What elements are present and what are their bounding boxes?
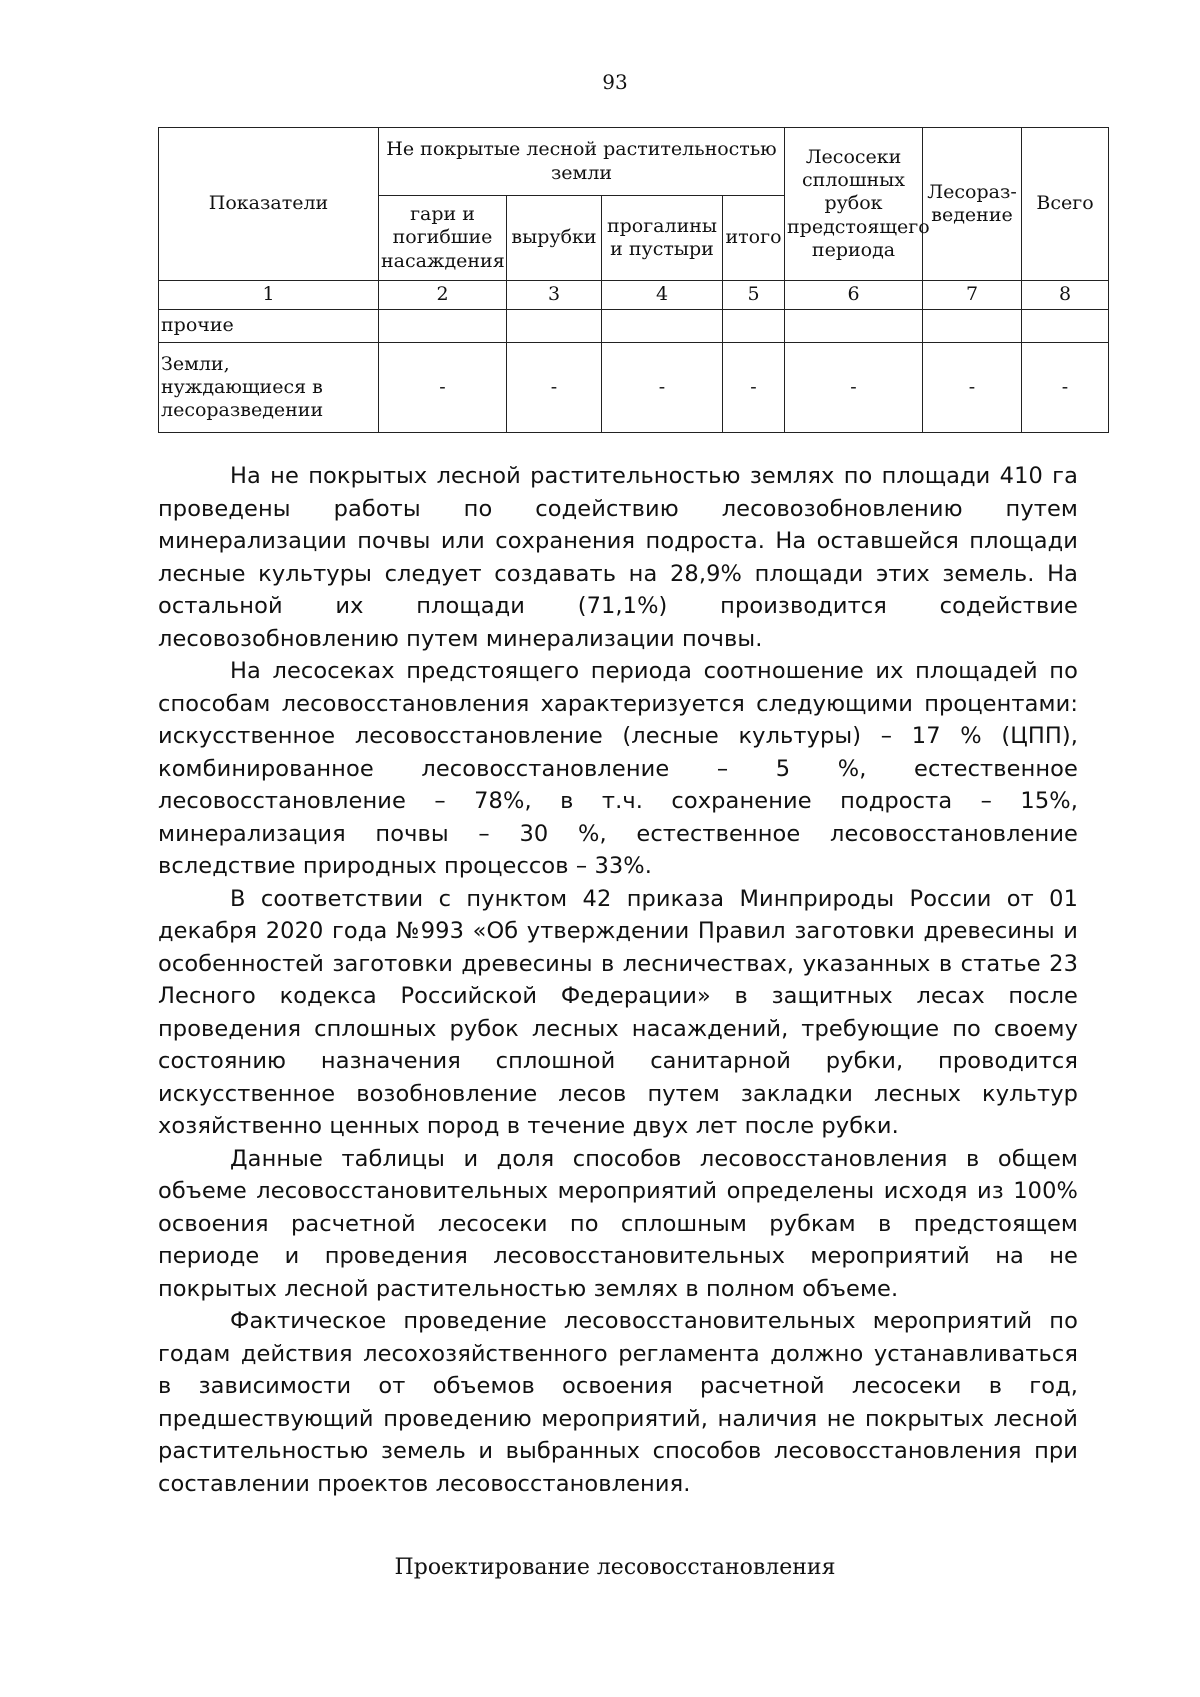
table-row: [159, 310, 1109, 343]
header-afforestation: Лесораз-ведение: [923, 128, 1022, 281]
table-cell: -: [923, 343, 1022, 433]
header-subtotal: итого: [723, 196, 785, 281]
paragraph: Данные таблицы и доля способов лесовосстановления в общем объеме лесовосстановительных мероприятий определены исходя из 100% освоения расчетной лесосеки по сплошным рубкам в предстоящем периоде и проведения лесовосстановительных мероприятий на не покрытых лесной растительностью землях в полном объеме.: [158, 1145, 1078, 1302]
header-clearcut-sites: Лесосеки сплошных рубок предстоящего периода: [785, 128, 923, 281]
forest-land-table: [158, 127, 1109, 433]
table-cell: [602, 310, 723, 343]
section-heading: Проектирование лесовосстановления: [394, 1555, 836, 1580]
header-felled: вырубки: [507, 196, 602, 281]
header-unforested-lands: Не покрытые лесной растительностью земли: [379, 128, 785, 196]
column-number: 4: [602, 281, 723, 310]
table-cell: [723, 310, 785, 343]
header-clearings: прогалины и пустыри: [602, 196, 723, 281]
table-cell: [1022, 310, 1109, 343]
table-cell: [379, 310, 507, 343]
header-indicators: Показатели: [159, 128, 379, 281]
body-text: [158, 460, 1078, 1500]
table-cell: [923, 310, 1022, 343]
paragraph: В соответствии с пунктом 42 приказа Минприроды России от 01 декабря 2020 года №993 «Об утверждении Правил заготовки древесины и особенностей заготовки древесины в лесничествах, указанных в статье 23 Лесного кодекса Российской Федерации» в защитных лесах после проведения сплошных рубок лесных насаждений, требующие по своему состоянию назначения сплошной санитарной рубки, проводится искусственное возобновление лесов путем закладки лесных культур хозяйственно ценных пород в течение двух лет после рубки.: [158, 885, 1078, 1139]
table-cell: [507, 310, 602, 343]
table-cell: -: [507, 343, 602, 433]
table-cell: -: [785, 343, 923, 433]
table-cell: -: [723, 343, 785, 433]
table-row: [159, 343, 1109, 433]
column-number: 7: [923, 281, 1022, 310]
column-number-row: [159, 281, 1109, 310]
table-cell: -: [1022, 343, 1109, 433]
column-number: 6: [785, 281, 923, 310]
header-burned: гари и погибшие насаждения: [379, 196, 507, 281]
row-label: прочие: [159, 310, 379, 343]
column-number: 3: [507, 281, 602, 310]
column-number: 1: [159, 281, 379, 310]
paragraph: На лесосеках предстоящего периода соотношение их площадей по способам лесовосстановления характеризуется следующими процентами: искусственное лесовосстановление (лесные культуры) – 17 % (ЦПП), комбинированное лесовосстановление – 5 %, естественное лесовосстановление – 78%, в т.ч. сохранение подроста – 15%, минерализация почвы – 30 %, естественное лесовосстановление вследствие природных процессов – 33%.: [158, 658, 1078, 879]
page-number: 93: [602, 70, 628, 94]
column-number: 8: [1022, 281, 1109, 310]
row-label: Земли, нуждающиеся в лесоразведении: [159, 343, 379, 433]
paragraph: На не покрытых лесной растительностью землях по площади 410 га проведены работы по содействию лесовозобновлению путем минерализации почвы или сохранения подроста. На оставшейся площади лесные культуры следует создавать на 28,9% площади этих земель. На остальной их площади (71,1%) производится содействие лесовозобновлению путем минерализации почвы.: [158, 463, 1078, 652]
column-number: 5: [723, 281, 785, 310]
table-cell: -: [379, 343, 507, 433]
table-cell: -: [602, 343, 723, 433]
paragraph: Фактическое проведение лесовосстановительных мероприятий по годам действия лесохозяйственного регламента должно устанавливаться в зависимости от объемов освоения расчетной лесосеки в год, предшествующий проведению мероприятий, наличия не покрытых лесной растительностью земель и выбранных способов лесовосстановления при составлении проектов лесовосстановления.: [158, 1308, 1078, 1497]
column-number: 2: [379, 281, 507, 310]
header-total: Всего: [1022, 128, 1109, 281]
table-cell: [785, 310, 923, 343]
